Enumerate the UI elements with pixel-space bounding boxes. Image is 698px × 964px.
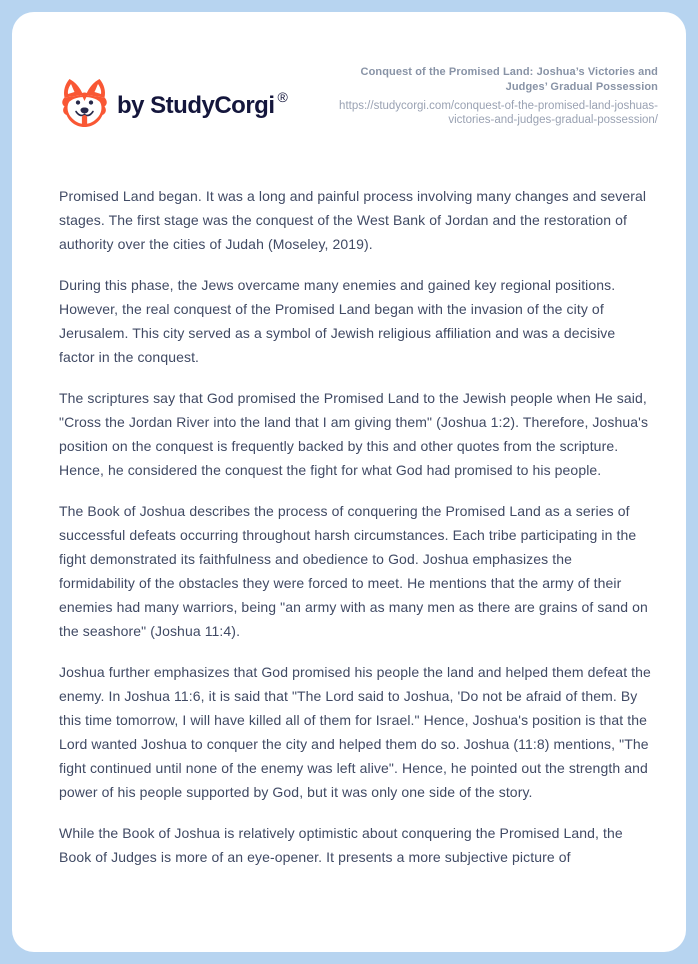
document-card [12, 12, 686, 952]
essay-paragraph: The Book of Joshua describes the process of conquering the Promised Land as a series of successful defeats occurring throughout harsh circumstances. Each tribe participating in the fight demonstrated its faithfulness and obedience to God. Joshua emphasizes the formidability of the obstacles they were forced to meet. He mentions that the army of their enemies had many warriors, being "an army with as many men as there are grains of sand on the seashore" (Joshua 11:4). [59, 503, 648, 639]
studycorgi-logo[interactable] [61, 79, 288, 132]
registered-trademark-symbol: ® [277, 88, 288, 105]
essay-paragraph: Joshua further emphasizes that God promised his people the land and helped them defeat the enemy. In Joshua 11:6, it is said that "The Lord said to Joshua, 'Do not be afraid of them. By this time tomorrow, I will have killed all of them for Israel." Hence, Joshua's position is that the Lord wanted Joshua to conquer the city and helped them do so. Joshua (11:8) mentions, "The fight continued until none of the enemy was left alive". Hence, he pointed out the strength and power of his people supported by God, but it was only one side of the story. [59, 664, 651, 800]
brand-text: by StudyCorgi [117, 91, 275, 119]
essay-paragraph: While the Book of Joshua is relatively optimistic about conquering the Promised Land, the Book of Judges is more of an eye-opener. It presents a more subjective picture of [59, 825, 623, 865]
corgi-head-icon [61, 79, 108, 132]
essay-paragraph: The scriptures say that God promised the Promised Land to the Jewish people when He said, "Cross the Jordan River into the land that I am giving them" (Joshua 1:2). Therefore, Joshua's position on the conquest is frequently backed by this and other quotes from the scripture. Hence, he considered the conquest the fight for what God had promised to his people. [59, 390, 649, 478]
essay-body [59, 184, 651, 869]
essay-paragraph: During this phase, the Jews overcame many enemies and gained key regional positions. However, the real conquest of the Promised Land began with the invasion of the city of Jerusalem. This city served as a symbol of Jewish religious affiliation and was a decisive factor in the conquest. [59, 277, 616, 365]
document-url-link[interactable]: https://studycorgi.com/conquest-of-the-promised-land-joshuas-victories-and-judges-gradual-possession/ [339, 100, 658, 126]
document-header [59, 64, 658, 132]
document-title: Conquest of the Promised Land: Joshua’s Victories and Judges’ Gradual Possession [360, 66, 658, 93]
essay-paragraph: Promised Land began. It was a long and painful process involving many changes and several stages. The first stage was the conquest of the West Bank of Jordan and the restoration of authority over the cities of Judah (Moseley, 2019). [59, 188, 647, 252]
page [0, 12, 698, 964]
document-title-block [322, 64, 658, 127]
